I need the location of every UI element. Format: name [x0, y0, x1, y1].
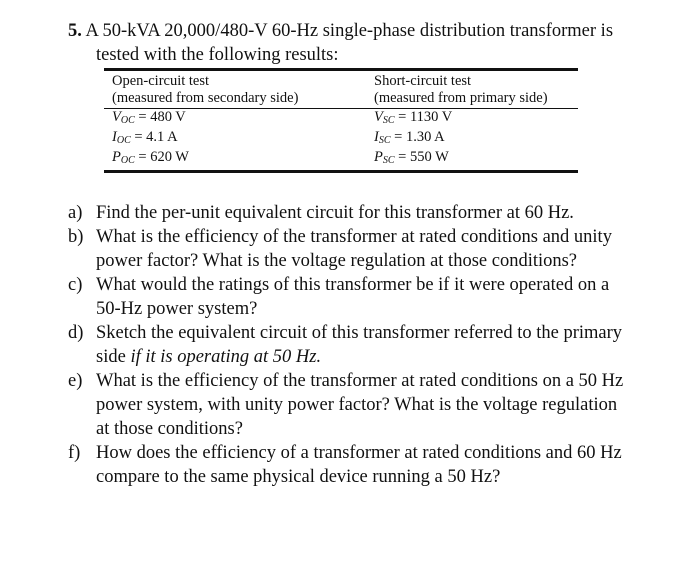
question-text: power system, with unity power factor? What is the voltage regulation	[96, 394, 618, 415]
sc-header-note: (measured from primary side)	[366, 90, 578, 109]
oc-header-note: (measured from secondary side)	[104, 90, 366, 109]
question-text: How does the efficiency of a transformer at rated conditions and 60 Hz	[96, 443, 622, 463]
oc-current: $I_{OC} = 4.1$ A	[112, 129, 178, 146]
sc-power: $P_{SC} = 550$ W	[366, 149, 578, 172]
question-text: 50-Hz power system?	[96, 298, 258, 319]
problem-number: 5.	[68, 21, 82, 41]
question-text: Sketch the equivalent circuit of this transformer referred to the primary	[96, 323, 623, 343]
table-row	[104, 109, 578, 130]
sc-current: $I_{SC} = 1.30$ A	[374, 129, 445, 146]
question-text: Find the per-unit equivalent circuit for this transformer at 60 Hz.	[96, 203, 574, 223]
problem-intro	[68, 20, 613, 42]
question-label: e)	[68, 371, 83, 391]
question-label: c)	[68, 275, 83, 295]
question-text: What is the efficiency of the transformer at rated conditions and unity	[96, 227, 612, 247]
question-label: d)	[68, 323, 84, 343]
question-text: compare to the same physical device running a 50 Hz?	[96, 466, 501, 487]
question-text: What would the ratings of this transformer be if it were operated on a	[96, 275, 610, 295]
oc-header-title: Open-circuit test	[104, 70, 366, 91]
question-label: f)	[68, 443, 81, 463]
oc-power: $P_{OC} = 620$ W	[104, 149, 366, 172]
sc-voltage: $V_{SC} = 1130$ V	[374, 109, 453, 126]
question-label: b)	[68, 227, 84, 247]
oc-voltage: $V_{OC} = 480$ V	[112, 109, 186, 126]
question-text: power factor? What is the voltage regulation at those conditions?	[96, 250, 578, 271]
table-row	[104, 149, 578, 172]
intro-line-1: A 50-kVA 20,000/480-V 60-Hz single-phase distribution transformer is	[85, 21, 614, 41]
question-text: at those conditions?	[96, 418, 243, 439]
sc-header-title: Short-circuit test	[366, 70, 578, 91]
intro-line-2: tested with the following results:	[96, 45, 339, 65]
table-row	[104, 129, 578, 149]
test-results-table	[104, 68, 578, 173]
question-text: What is the efficiency of the transformer at rated conditions on a 50 Hz	[96, 371, 624, 391]
question-text: side if it is operating at 50 Hz.	[96, 346, 322, 367]
question-label: a)	[68, 203, 83, 223]
